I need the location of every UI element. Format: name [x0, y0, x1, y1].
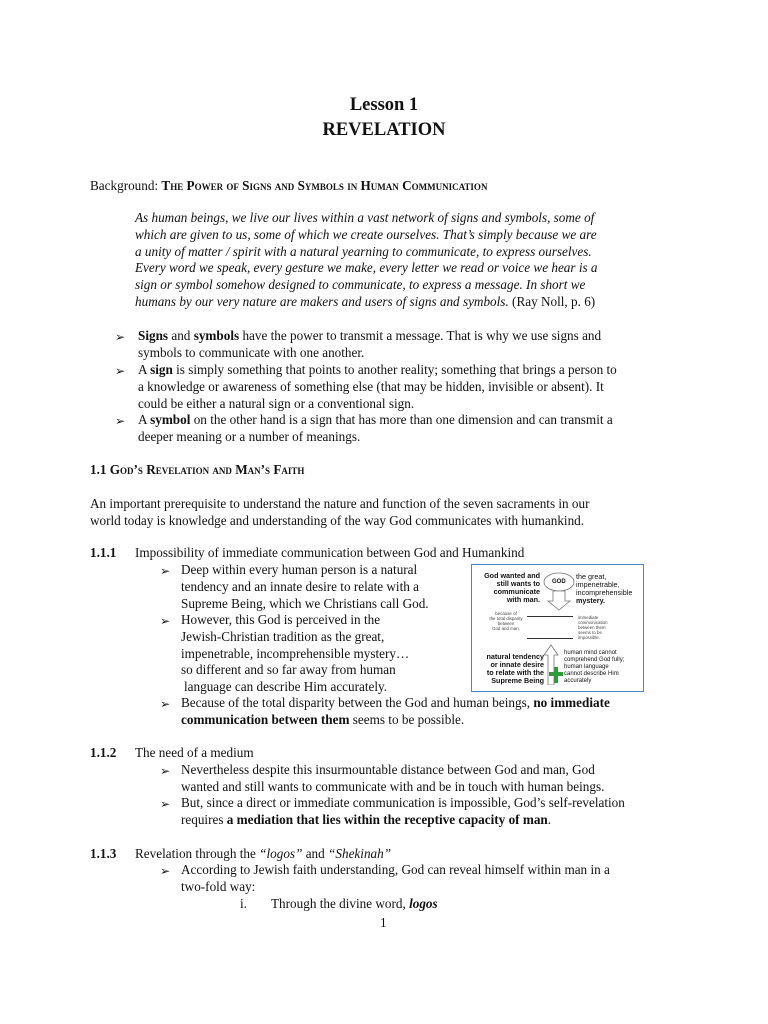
diagram-text: with man.	[506, 595, 540, 604]
subsection-title: Impossibility of immediate communication between God and Humankind	[135, 545, 525, 560]
paragraph-line: An important prerequisite to understand the nature and function of the seven sacraments in our	[90, 496, 590, 511]
diagram-text: immediate	[578, 615, 599, 620]
green-cross-icon	[549, 667, 563, 683]
list-item-number: i.	[240, 896, 247, 911]
background-label: Background:	[90, 178, 159, 193]
diagram-text: cannot describe Him	[564, 671, 619, 677]
paragraph-line: world today is knowledge and understanding of the way God communicates with humankind.	[90, 512, 585, 528]
bold-term: symbols	[193, 328, 240, 343]
god-cloud-icon	[542, 571, 576, 611]
diagram-text: the great,	[576, 572, 607, 581]
diagram-text: communication	[578, 620, 608, 625]
bullet-arrow-icon: ➢	[115, 330, 126, 344]
bullet-two-fold	[181, 862, 610, 896]
diagram-text: communicate	[493, 587, 540, 596]
bullet-signs-symbols	[138, 328, 601, 362]
bold-term: Signs	[138, 328, 169, 343]
bullet-text: and	[171, 328, 191, 343]
bullet-text: A	[138, 412, 147, 427]
subsection-number: 1.1.3	[90, 846, 117, 861]
logos-term: logos	[409, 896, 438, 911]
bullet-text: .	[547, 811, 552, 827]
bullet-natural-tendency	[181, 562, 429, 612]
bullet-mediation	[181, 795, 625, 829]
bullet-text: Deep within every human person is a natural	[181, 562, 418, 577]
diagram-text: natural tendency	[486, 652, 544, 661]
intro-quote	[135, 210, 598, 311]
bullet-text: is simply something that points to another reality; something that brings a person to	[176, 362, 617, 377]
subsection-number: 1.1.2	[90, 745, 117, 760]
background-heading: The Power of Signs and Symbols in Human Communication	[161, 178, 488, 193]
bullet-arrow-icon: ➢	[160, 614, 171, 628]
bullet-sign	[138, 362, 617, 412]
bullet-text: impenetrable, incomprehensible mystery…	[181, 645, 410, 661]
quote-citation: (Ray Noll, p. 6)	[512, 293, 596, 309]
list-item-text: Through the divine word,	[271, 896, 406, 911]
diagram-text: seems to be	[578, 630, 602, 635]
subsection-title: and	[305, 846, 325, 861]
bullet-text: language can describe Him accurately.	[184, 679, 388, 695]
bold-term: a mediation that lies within the receptive capacity of man	[226, 811, 548, 827]
subsection-heading-1-1-2	[90, 745, 254, 761]
bullet-arrow-icon: ➢	[160, 864, 171, 878]
quote-line: humans by our very nature are makers and users of signs and symbols.	[135, 293, 509, 309]
bullet-text: Because of the total disparity between the God and human beings,	[181, 695, 531, 710]
subsection-title: The need of a medium	[135, 745, 254, 760]
subsection-number: 1.1.1	[90, 545, 117, 560]
diagram-text: human language	[564, 664, 609, 670]
subsection-heading-1-1-3	[90, 846, 392, 862]
bold-term: no immediate	[533, 695, 610, 710]
bullet-text: wanted and still wants to communicate with and be in touch with human beings.	[181, 778, 605, 794]
diagram-text: mystery.	[576, 596, 606, 605]
god-wanted-text	[482, 572, 540, 604]
bullet-text: could be either a natural sign or a conventional sign.	[138, 395, 415, 411]
diagram-text: comprehend God fully;	[564, 657, 625, 663]
diagram-text: incomprehensible	[576, 588, 633, 597]
diagram-text: God wanted and	[484, 571, 540, 580]
quote-line: a unity of matter / spirit with a natural yearning to communicate, to express ourselves.	[135, 243, 592, 259]
bullet-arrow-icon: ➢	[160, 564, 171, 578]
bullet-text: tendency and an innate desire to relate with a	[181, 578, 420, 594]
bold-term: symbol	[150, 412, 191, 427]
god-label: GOD	[552, 579, 566, 585]
shekinah-term: “Shekinah”	[328, 846, 392, 861]
great-mystery-text	[576, 573, 632, 605]
disparity-text	[486, 611, 526, 631]
bullet-text: requires	[181, 811, 224, 827]
bullet-text: two-fold way:	[181, 878, 256, 894]
diagram-text: impenetrable,	[576, 580, 620, 589]
quote-line: Every word we speak, every gesture we make, every letter we read or voice we hear is a	[135, 260, 598, 276]
bullet-arrow-icon: ➢	[160, 697, 171, 711]
bullet-mystery	[181, 612, 409, 696]
bullet-text: a knowledge or awareness of something else (that may be hidden, invisible or absent). It	[138, 378, 604, 394]
diagram-text: to relate with the	[486, 668, 544, 677]
bullet-text: But, since a direct or immediate communication is impossible, God’s self-revelation	[181, 795, 625, 810]
bullet-text: However, this God is perceived in the	[181, 612, 381, 627]
god-man-diagram	[471, 564, 644, 692]
bold-term: sign	[150, 362, 173, 377]
bold-term: communication between them	[181, 711, 350, 727]
bullet-text: Jewish-Christian tradition as the great,	[181, 628, 385, 644]
lesson-title: Lesson 1	[349, 95, 419, 115]
bullet-text: have the power to transmit a message. That is why we use signs and	[242, 328, 602, 343]
subsection-title: Revelation through the	[135, 846, 256, 861]
immediate-text	[578, 615, 608, 640]
page-number: 1	[380, 915, 387, 930]
diagram-text: between them	[578, 625, 606, 630]
diagram-text: impossible.	[578, 635, 600, 640]
bullet-arrow-icon: ➢	[160, 797, 171, 811]
list-item-i	[240, 896, 438, 912]
human-mind-text	[564, 650, 624, 685]
logos-term: “logos”	[259, 846, 303, 861]
subsection-heading-1-1-1	[90, 545, 525, 561]
diagram-text: Supreme Being	[491, 676, 544, 685]
diagram-text: between	[497, 621, 515, 626]
section-heading-1-1: 1.1 God’s Revelation and Man’s Faith	[90, 462, 305, 477]
bullet-arrow-icon: ➢	[115, 414, 126, 428]
diagram-text: because of	[495, 611, 517, 616]
bullet-symbol	[138, 412, 613, 446]
diagram-text: the total disparity	[489, 616, 523, 621]
bullet-text: According to Jewish faith understanding, God can reveal himself within man in a	[181, 862, 610, 877]
diagram-text: human mind cannot	[564, 650, 617, 656]
bullet-insurmountable	[181, 762, 604, 796]
bullet-text: A	[138, 362, 147, 377]
bullet-arrow-icon: ➢	[115, 364, 126, 378]
section-1-1-paragraph	[90, 496, 590, 530]
quote-line: sign or symbol somehow designed to communicate, to express a message. In short we	[135, 277, 586, 293]
quote-line: As human beings, we live our lives within a vast network of signs and symbols, some of	[135, 210, 595, 225]
bullet-text: so different and so far away from human	[181, 662, 396, 678]
quote-line: which are given to us, some of which we create ourselves. That’s simply because we are	[135, 226, 597, 242]
background-line	[90, 178, 487, 194]
diagram-divider	[527, 616, 573, 617]
natural-tendency-text	[476, 653, 544, 685]
diagram-text: God and man,	[492, 626, 520, 631]
bullet-text: symbols to communicate with one another.	[138, 344, 365, 360]
bullet-arrow-icon: ➢	[160, 764, 171, 778]
bullet-text: Nevertheless despite this insurmountable distance between God and man, God	[181, 762, 595, 777]
bullet-text: seems to be possible.	[352, 711, 465, 727]
bullet-text: on the other hand is a sign that has more than one dimension and can transmit a	[193, 412, 613, 427]
diagram-text: accurately	[564, 678, 592, 684]
diagram-text: still wants to	[496, 579, 540, 588]
bullet-disparity	[181, 695, 610, 729]
diagram-divider	[527, 638, 573, 639]
diagram-text: or innate desire	[490, 660, 544, 669]
bullet-text: Supreme Being, which we Christians call God.	[181, 595, 429, 611]
bullet-text: deeper meaning or a number of meanings.	[138, 428, 361, 444]
lesson-subtitle: REVELATION	[322, 120, 446, 140]
